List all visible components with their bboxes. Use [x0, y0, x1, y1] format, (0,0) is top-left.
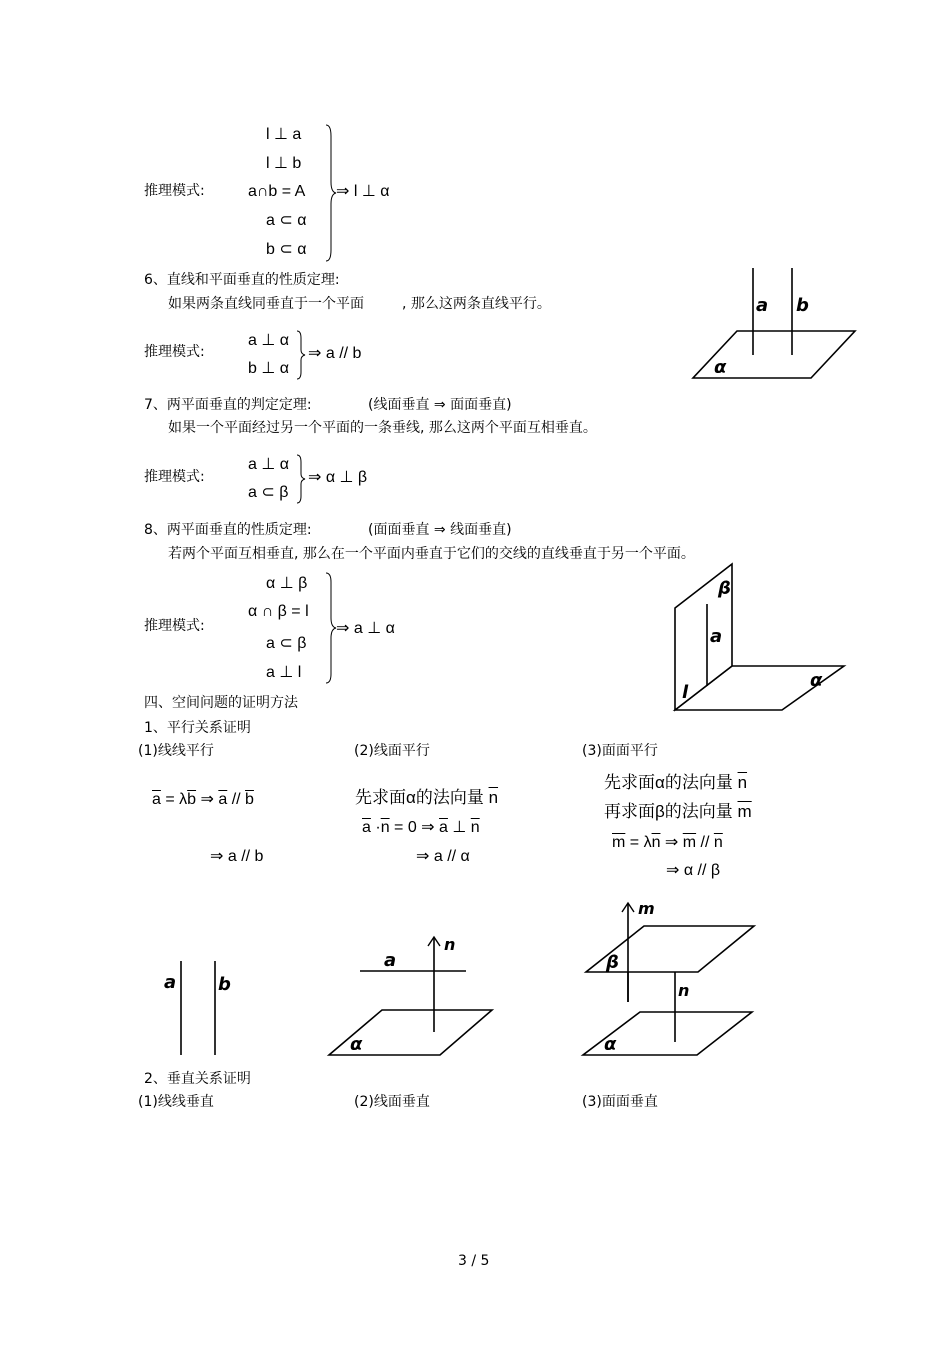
vec-m: $\overline{m}$: [737, 802, 752, 821]
parallel-col2-title: (2)线面平行: [354, 743, 430, 759]
vec-n: $\overline{n}$: [651, 834, 661, 851]
fig3-label-n: n: [678, 981, 690, 1000]
eq-sign: = λ: [160, 791, 188, 808]
vec-a2: $\overline{a}$: [439, 819, 448, 836]
s8-figure: [672, 562, 852, 716]
s8-label-a: a: [710, 626, 723, 647]
s7-conclusion: ⇒ α ⊥ β: [308, 469, 368, 486]
parallel-col3-step1: [604, 774, 747, 792]
parallel-col2-step2: [362, 819, 480, 837]
s5-premise-4: a ⊂ α: [266, 212, 307, 229]
s6-label-alpha: α: [714, 357, 727, 378]
parallel-col2-result: ⇒ a // α: [416, 848, 470, 865]
s6-conclusion: ⇒ a // b: [308, 345, 362, 362]
s8-heading: 8、两平面垂直的性质定理:: [144, 522, 312, 538]
vec-m: $\overline{m}$: [612, 834, 626, 851]
s8-label-l: l: [682, 682, 689, 703]
s7-note: (线面垂直 ⇒ 面面垂直): [368, 397, 512, 413]
s7-label: 推理模式:: [144, 469, 205, 485]
s6-premise-1: a ⊥ α: [248, 332, 289, 349]
parallel-sign: //: [227, 791, 246, 808]
text: 的法向量: [664, 802, 733, 821]
vec-n2: $\overline{n}$: [713, 834, 723, 851]
eq: = λ: [625, 834, 652, 851]
parallel-heading: 1、平行关系证明: [144, 720, 251, 736]
parallel-col1-title: (1)线线平行: [138, 743, 214, 759]
fig3-label-m: m: [638, 899, 655, 918]
s8-label-beta: β: [718, 578, 731, 599]
s8-premise-2: α ∩ β = l: [248, 603, 309, 620]
s5-premise-2: l ⊥ b: [266, 155, 302, 172]
parallel-col3-step3: [612, 834, 723, 852]
page-number: 3 / 5: [458, 1253, 490, 1269]
vec-a2: $\overline{a}$: [218, 791, 228, 808]
s6-brace: [296, 330, 306, 380]
s7-premise-1: a ⊥ α: [248, 456, 289, 473]
s7-brace: [296, 454, 306, 504]
text: 的法向量: [664, 773, 733, 792]
s8-label-alpha: α: [810, 670, 823, 691]
parallel-fig1: [160, 958, 240, 1058]
fig3-label-beta: β: [606, 952, 619, 973]
s7-premise-2: a ⊂ β: [248, 484, 289, 501]
parallel-col1-equation: [152, 791, 254, 809]
s6-statement-b: , 那么这两条直线平行。: [402, 296, 551, 312]
text: 先求面: [355, 788, 406, 807]
s7-statement: 如果一个平面经过另一个平面的一条垂线, 那么这两个平面互相垂直。: [168, 420, 597, 436]
fig2-label-alpha: α: [350, 1034, 363, 1055]
alpha: α: [406, 788, 416, 807]
fig1-label-a: a: [164, 972, 177, 993]
s6-label: 推理模式:: [144, 344, 205, 360]
perp-col2-title: (2)线面垂直: [354, 1094, 430, 1110]
parallel-col3-step2: [604, 803, 752, 821]
s6-label-b: b: [796, 295, 809, 316]
vec-a: $\overline{a}$: [152, 791, 161, 808]
vec-n: $\overline{n}$: [380, 819, 390, 836]
s5-label: 推理模式:: [144, 183, 205, 199]
s6-premise-2: b ⊥ α: [248, 360, 289, 377]
s6-statement-a: 如果两条直线同垂直于一个平面: [168, 296, 364, 312]
s5-premise-1: l ⊥ a: [266, 126, 302, 143]
perp-col1-title: (1)线线垂直: [138, 1094, 214, 1110]
vec-m2: $\overline{m}$: [682, 834, 697, 851]
s6-label-a: a: [756, 295, 769, 316]
s6-figure: [690, 265, 858, 385]
implies: ⇒: [196, 791, 219, 808]
vec-n: $\overline{n}$: [737, 773, 748, 792]
beta: β: [655, 802, 665, 821]
s5-conclusion: ⇒ l ⊥ α: [336, 183, 390, 200]
parallel-col1-result: ⇒ a // b: [210, 848, 264, 865]
text: = 0 ⇒: [389, 819, 440, 836]
parallel-sign: //: [696, 834, 714, 851]
s5-premise-5: b ⊂ α: [266, 241, 307, 258]
vec-n: $\overline{n}$: [488, 788, 499, 807]
vec-b2: $\overline{b}$: [245, 791, 254, 808]
parallel-fig3: [580, 894, 758, 1059]
text: 再求面: [604, 802, 655, 821]
text: 先求面: [604, 773, 655, 792]
fig2-label-a: a: [384, 950, 397, 971]
s7-heading: 7、两平面垂直的判定定理:: [144, 397, 312, 413]
perp-heading: 2、垂直关系证明: [144, 1071, 251, 1087]
s8-premise-3: a ⊂ β: [266, 635, 307, 652]
s8-conclusion: ⇒ a ⊥ α: [336, 620, 395, 637]
vec-n2: $\overline{n}$: [470, 819, 480, 836]
fig3-label-alpha: α: [604, 1034, 617, 1055]
vec-a: $\overline{a}$: [362, 819, 371, 836]
parallel-col2-step1: [355, 789, 498, 807]
parallel-fig2: [326, 928, 498, 1058]
s8-premise-4: a ⊥ l: [266, 664, 302, 681]
s8-premise-1: α ⊥ β: [266, 575, 308, 592]
parallel-col3-title: (3)面面平行: [582, 743, 658, 759]
s5-premise-3: a∩b = A: [248, 183, 306, 200]
perp-col3-title: (3)面面垂直: [582, 1094, 658, 1110]
vec-b: $\overline{b}$: [187, 791, 197, 808]
fig1-label-b: b: [218, 974, 231, 995]
parallel-col3-result: ⇒ α // β: [666, 862, 721, 879]
s8-label: 推理模式:: [144, 618, 205, 634]
part4-heading: 四、空间问题的证明方法: [144, 695, 298, 711]
fig2-label-n: n: [444, 935, 456, 954]
perp: ⊥: [447, 819, 471, 836]
text: 的法向量: [415, 788, 484, 807]
s8-note: (面面垂直 ⇒ 线面垂直): [368, 522, 512, 538]
s6-heading: 6、直线和平面垂直的性质定理:: [144, 272, 340, 288]
alpha: α: [655, 773, 665, 792]
dot: ·: [370, 819, 381, 836]
s8-statement: 若两个平面互相垂直, 那么在一个平面内垂直于它们的交线的直线垂直于另一个平面。: [168, 546, 695, 562]
implies: ⇒: [660, 834, 683, 851]
